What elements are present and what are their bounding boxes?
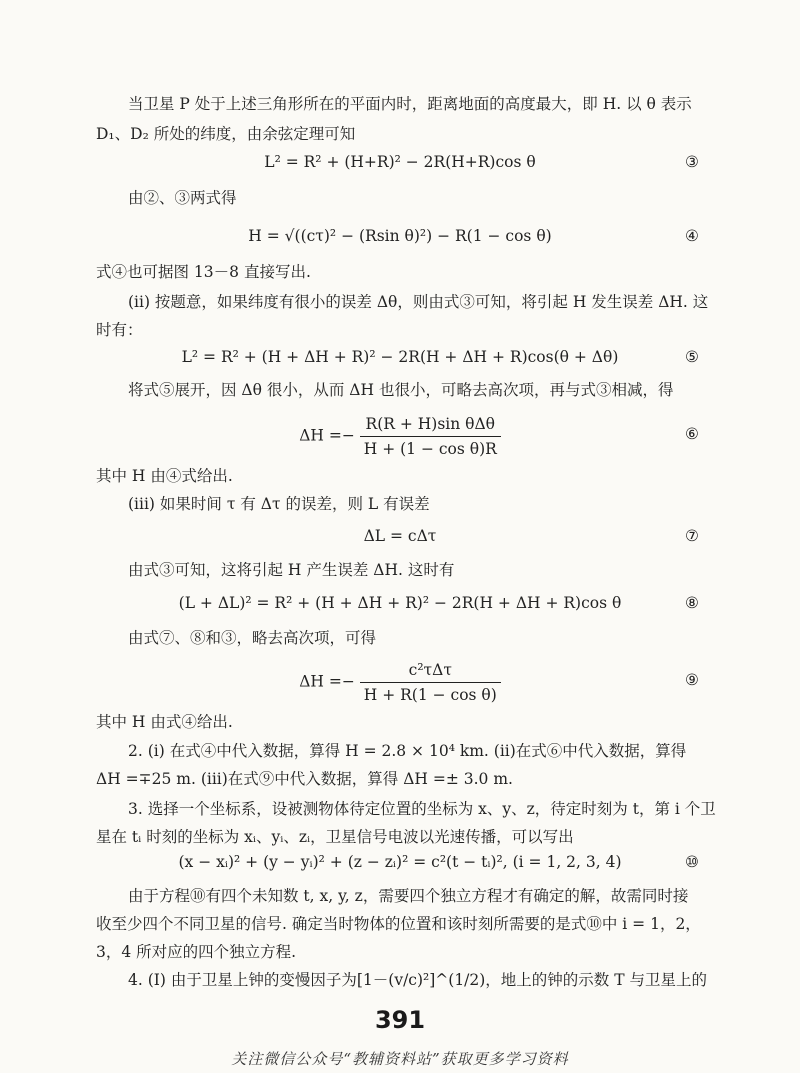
text-line: 由式③可知，这将引起 H 产生误差 ΔH. 这时有 — [128, 561, 455, 579]
equation-number: ⑥ — [685, 425, 699, 443]
text-line: 其中 H 由式④给出. — [96, 713, 233, 731]
fraction — [360, 414, 501, 459]
text-line: 由于方程⑩有四个未知数 t, x, y, z，需要四个独立方程才有确定的解，故需同时接 — [128, 887, 689, 905]
equation-lhs: ΔH =− — [299, 672, 355, 691]
fraction-denominator: H + (1 − cos θ)R — [363, 440, 497, 458]
text-line: 由②、③两式得 — [128, 189, 237, 207]
fraction-numerator: c²τΔτ — [360, 660, 501, 683]
equation-7: ΔL = cΔτ — [363, 527, 437, 545]
fraction-numerator: R(R + H)sin θΔθ — [360, 414, 501, 437]
text-line: 时有： — [96, 321, 143, 339]
text-line: 3. 选择一个坐标系，设被测物体待定位置的坐标为 x、y、z，待定时刻为 t，第 i 个卫 — [128, 800, 716, 818]
text-line: 星在 tᵢ 时刻的坐标为 xᵢ、yᵢ、zᵢ，卫星信号电波以光速传播，可以写出 — [96, 828, 574, 846]
equation-4: H = √((cτ)² − (Rsin θ)²) − R(1 − cos θ) — [248, 227, 552, 245]
text-line: 式④也可据图 13－8 直接写出. — [96, 263, 311, 281]
equation-number: ⑨ — [685, 671, 699, 689]
text-line: 3，4 所对应的四个独立方程. — [96, 943, 297, 961]
footer-notice: 关注微信公众号“教辅资料站”获取更多学习资料 — [231, 1050, 569, 1068]
text-line: 将式⑤展开，因 Δθ 很小，从而 ΔH 也很小，可略去高次项，再与式③相减，得 — [128, 381, 674, 399]
text-line: (iii) 如果时间 τ 有 Δτ 的误差，则 L 有误差 — [128, 495, 430, 513]
text-line: 其中 H 由④式给出. — [96, 467, 233, 485]
equation-8: (L + ΔL)² = R² + (H + ΔH + R)² − 2R(H + ΔH + R)cos θ — [178, 594, 622, 612]
text-line: ΔH =∓25 m. (iii)在式⑨中代入数据，算得 ΔH =± 3.0 m. — [96, 770, 513, 788]
equation-5: L² = R² + (H + ΔH + R)² − 2R(H + ΔH + R)cos(θ + Δθ) — [181, 348, 619, 366]
equation-number: ⑧ — [685, 594, 699, 612]
text-line: D₁、D₂ 所处的纬度，由余弦定理可知 — [96, 125, 356, 143]
text-line: 4. (Ⅰ) 由于卫星上钟的变慢因子为[1－(v/c)²]^(1/2)，地上的钟的示数 T 与卫星上的 — [128, 971, 708, 989]
text-line: (ii) 按题意，如果纬度有很小的误差 Δθ，则由式③可知，将引起 H 发生误差 ΔH. 这 — [128, 293, 709, 311]
equation-10: (x − xᵢ)² + (y − yᵢ)² + (z − zᵢ)² = c²(t − tᵢ)², (i = 1, 2, 3, 4) — [178, 853, 622, 871]
text-line: 当卫星 P 处于上述三角形所在的平面内时，距离地面的高度最大，即 H. 以 θ 表示 — [128, 95, 692, 113]
text-line: 收至少四个不同卫星的信号. 确定当时物体的位置和该时刻所需要的是式⑩中 i = 1，2， — [96, 915, 701, 933]
text-line: 由式⑦、⑧和③，略去高次项，可得 — [128, 629, 377, 647]
text-line: 2. (i) 在式④中代入数据，算得 H = 2.8 × 10⁴ km. (ii)在式⑥中代入数据，算得 — [128, 742, 687, 760]
equation-number: ⑩ — [685, 853, 699, 871]
equation-number: ③ — [685, 153, 699, 171]
page-number: 391 — [374, 1006, 426, 1034]
equation-number: ⑤ — [685, 348, 699, 366]
equation-number: ⑦ — [685, 527, 699, 545]
equation-3: L² = R² + (H+R)² − 2R(H+R)cos θ — [264, 153, 536, 171]
fraction-denominator: H + R(1 − cos θ) — [363, 686, 497, 704]
fraction — [360, 660, 501, 705]
equation-number: ④ — [685, 227, 699, 245]
equation-lhs: ΔH =− — [299, 426, 355, 445]
